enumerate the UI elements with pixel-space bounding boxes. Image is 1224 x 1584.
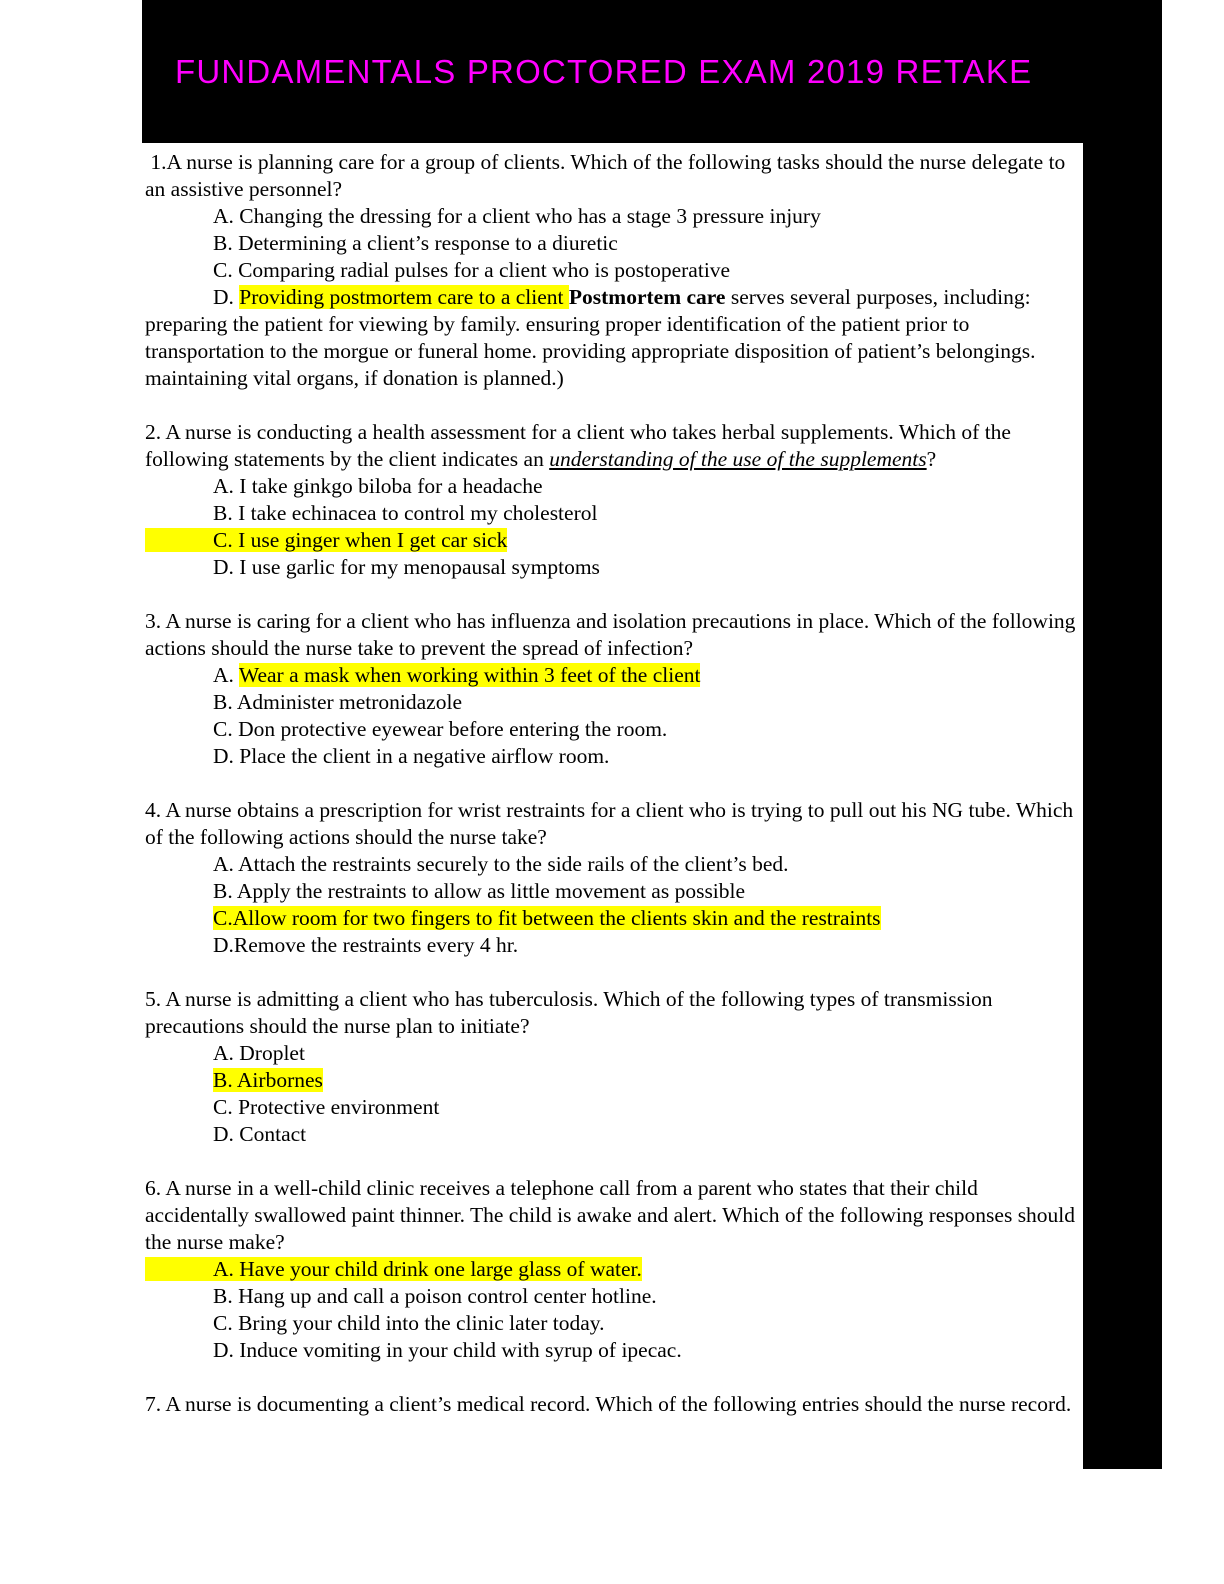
question-3 [145, 608, 1081, 770]
question-5 [145, 986, 1081, 1148]
question-4-option-d: D.Remove the restraints every 4 hr. [213, 933, 519, 957]
question-3-option-c: C. Don protective eyewear before entering the room. [213, 717, 668, 741]
question-5-option-c: C. Protective environment [213, 1095, 440, 1119]
highlighted-answer: A. Have your child drink one large glass of water. [145, 1257, 642, 1281]
question-5-option-d: D. Contact [213, 1122, 307, 1146]
question-2-option-b: B. I take echinacea to control my cholesterol [213, 501, 598, 525]
question-2 [145, 419, 1081, 581]
answer-explanation: serves several purposes, including: preparing the patient for viewing by family. ensuring proper identification of the patient prior to transportation to the morgue or funeral home. providing appropriate disposition of patient’s belongings. maintaining vital organs, if donation is planned.) [145, 285, 1041, 390]
question-4-text: 4. A nurse obtains a prescription for wrist restraints for a client who is trying to pull out his NG tube. Which of the following actions should the nurse take? [145, 798, 1079, 849]
question-2-text [145, 419, 1081, 473]
question-text-end: ? [926, 447, 937, 471]
question-1-option-a: A. Changing the dressing for a client who has a stage 3 pressure injury [213, 204, 821, 228]
highlighted-answer: Providing postmortem care to a client [239, 285, 569, 309]
question-6-text: 6. A nurse in a well-child clinic receives a telephone call from a parent who states that their child accidentally swallowed paint thinner. The child is awake and alert. Which of the following responses should the nurse make? [145, 1176, 1081, 1254]
question-5-option-a: A. Droplet [213, 1041, 305, 1065]
question-2-option-a: A. I take ginkgo biloba for a headache [213, 474, 543, 498]
right-black-strip [1083, 0, 1162, 1469]
highlighted-answer: Wear a mask when working within 3 feet of the client [238, 663, 701, 687]
question-7-text: 7. A nurse is documenting a client’s medical record. Which of the following entries should the nurse record. [145, 1392, 1072, 1416]
question-4-option-a: A. Attach the restraints securely to the side rails of the client’s bed. [213, 852, 789, 876]
question-text-start: 2. A nurse is conducting a health assessment for a client who takes herbal supplements. Which of the following statements by the client indicates an [145, 420, 1017, 471]
option-label: A. [213, 663, 239, 687]
question-2-option-d: D. I use garlic for my menopausal symptoms [213, 555, 600, 579]
question-3-text: 3. A nurse is caring for a client who has influenza and isolation precautions in place. Which of the following actions should the nurse take to prevent the spread of infection? [145, 609, 1081, 660]
question-6 [145, 1175, 1081, 1364]
question-2-option-c [145, 527, 1081, 554]
question-1-text: 1.A nurse is planning care for a group of clients. Which of the following tasks should the nurse delegate to an assistive personnel? [145, 150, 1071, 201]
exam-content [142, 143, 1083, 1418]
question-3-option-b: B. Administer metronidazole [213, 690, 462, 714]
page-title: FUNDAMENTALS PROCTORED EXAM 2019 RETAKE [175, 52, 1033, 90]
question-3-option-a [145, 662, 1081, 689]
highlighted-answer: C. I use ginger when I get car sick [145, 528, 507, 552]
question-4-option-b: B. Apply the restraints to allow as little movement as possible [213, 879, 746, 903]
question-6-option-b: B. Hang up and call a poison control center hotline. [213, 1284, 657, 1308]
option-label: D. [213, 285, 240, 309]
question-1-option-b: B. Determining a client’s response to a diuretic [213, 231, 618, 255]
question-1 [145, 149, 1081, 392]
question-1-option-c: C. Comparing radial pulses for a client who is postoperative [213, 258, 731, 282]
question-1-option-d [145, 284, 1081, 392]
question-5-text: 5. A nurse is admitting a client who has tuberculosis. Which of the following types of transmission precautions should the nurse plan to initiate? [145, 987, 998, 1038]
question-5-option-b [145, 1067, 1081, 1094]
highlighted-answer: B. Airbornes [213, 1068, 323, 1092]
question-6-option-c: C. Bring your child into the clinic later today. [213, 1311, 605, 1335]
bold-term: Postmortem care [568, 285, 726, 309]
header-bar [142, 0, 1162, 143]
question-4-option-c [145, 905, 1081, 932]
highlighted-answer: C.Allow room for two fingers to fit between the clients skin and the restraints [213, 906, 881, 930]
question-6-option-a [145, 1256, 1081, 1283]
question-6-option-d: D. Induce vomiting in your child with syrup of ipecac. [213, 1338, 682, 1362]
question-3-option-d: D. Place the client in a negative airflow room. [213, 744, 610, 768]
emphasized-phrase: understanding of the use of the supplements [549, 447, 927, 471]
question-4 [145, 797, 1081, 959]
question-7 [145, 1391, 1081, 1418]
